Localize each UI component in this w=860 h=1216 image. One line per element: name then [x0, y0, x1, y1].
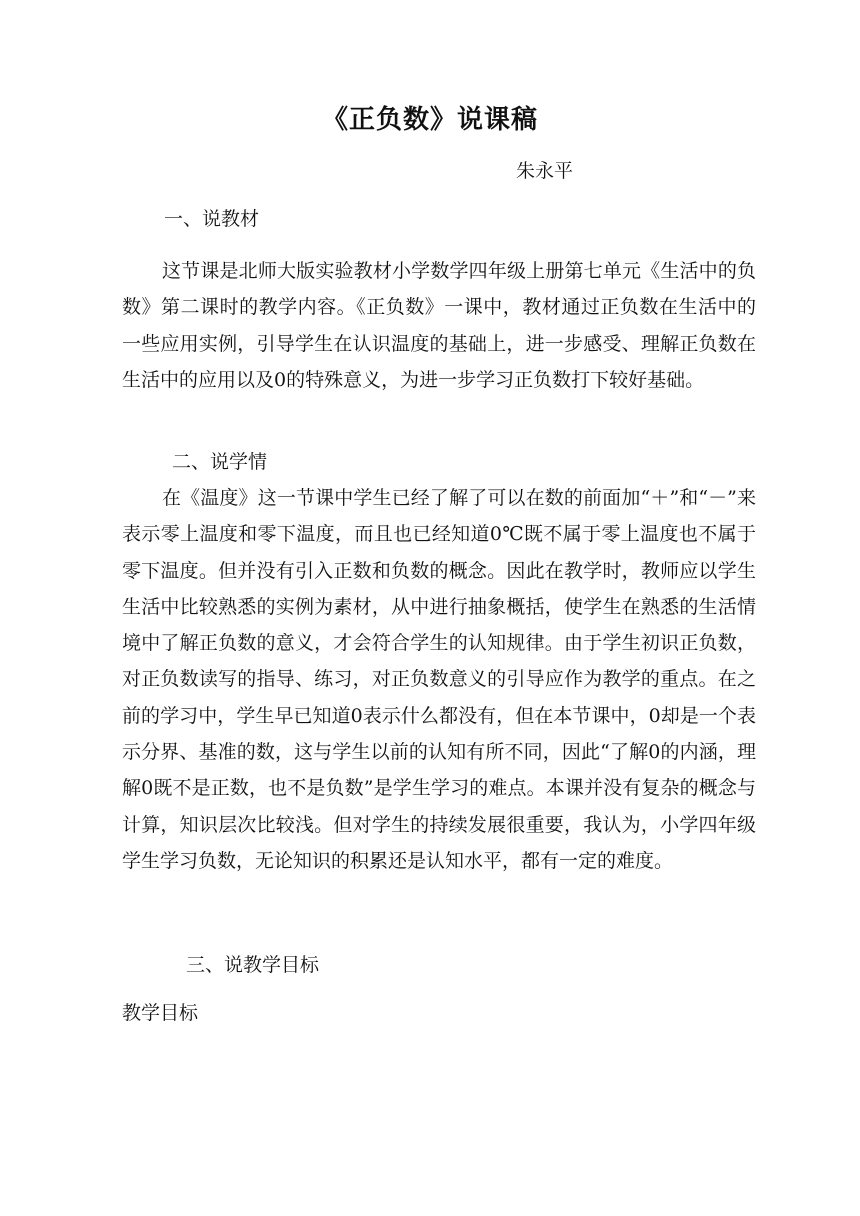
section-paragraph-students: 在《温度》这一节课中学生已经了解了可以在数的前面加“＋”和“－”来表示零上温度和零下温度，而且也已经知道0℃既不属于零上温度也不属于零下温度。但并没有引入正数和负数的概念。因此在教学时，教师应以学生生活中比较熟悉的实例为素材，从中进行抽象概括，使学生在熟悉的生活情境中了解正负数的意义，才会符合学生的认知规律。由于学生初识正负数，对正负数读写的指导、练习，对正负数意义的引导应作为教学的重点。在之前的学习中，学生早已知道0表示什么都没有，但在本节课中，0却是一个表示分界、基准的数，这与学生以前的认知有所不同，因此“了解0的内涵，理解0既不是正数，也不是负数”是学生学习的难点。本课并没有复杂的概念与计算，知识层次比较浅。但对学生的持续发展很重要，我认为，小学四年级学生学习负数，无论知识的积累还是认知水平，都有一定的难度。	[122, 487, 756, 872]
section-heading-textbook: 一、说教材	[164, 208, 260, 230]
section-heading-students: 二、说学情	[172, 451, 268, 473]
document-title: 《正负数》说课稿	[321, 105, 538, 135]
objectives-subheading: 教学目标	[122, 1002, 199, 1024]
section-paragraph-textbook: 这节课是北师大版实验教材小学数学四年级上册第七单元《生活中的负数》第二课时的教学内容。《正负数》一课中，教材通过正负数在生活中的一些应用实例，引导学生在认识温度的基础上，进一步感受、理解正负数在生活中的应用以及0的特殊意义，为进一步学习正负数打下较好基础。	[122, 260, 756, 391]
section-heading-objectives: 三、说教学目标	[186, 954, 320, 976]
author-name: 朱永平	[516, 160, 574, 182]
